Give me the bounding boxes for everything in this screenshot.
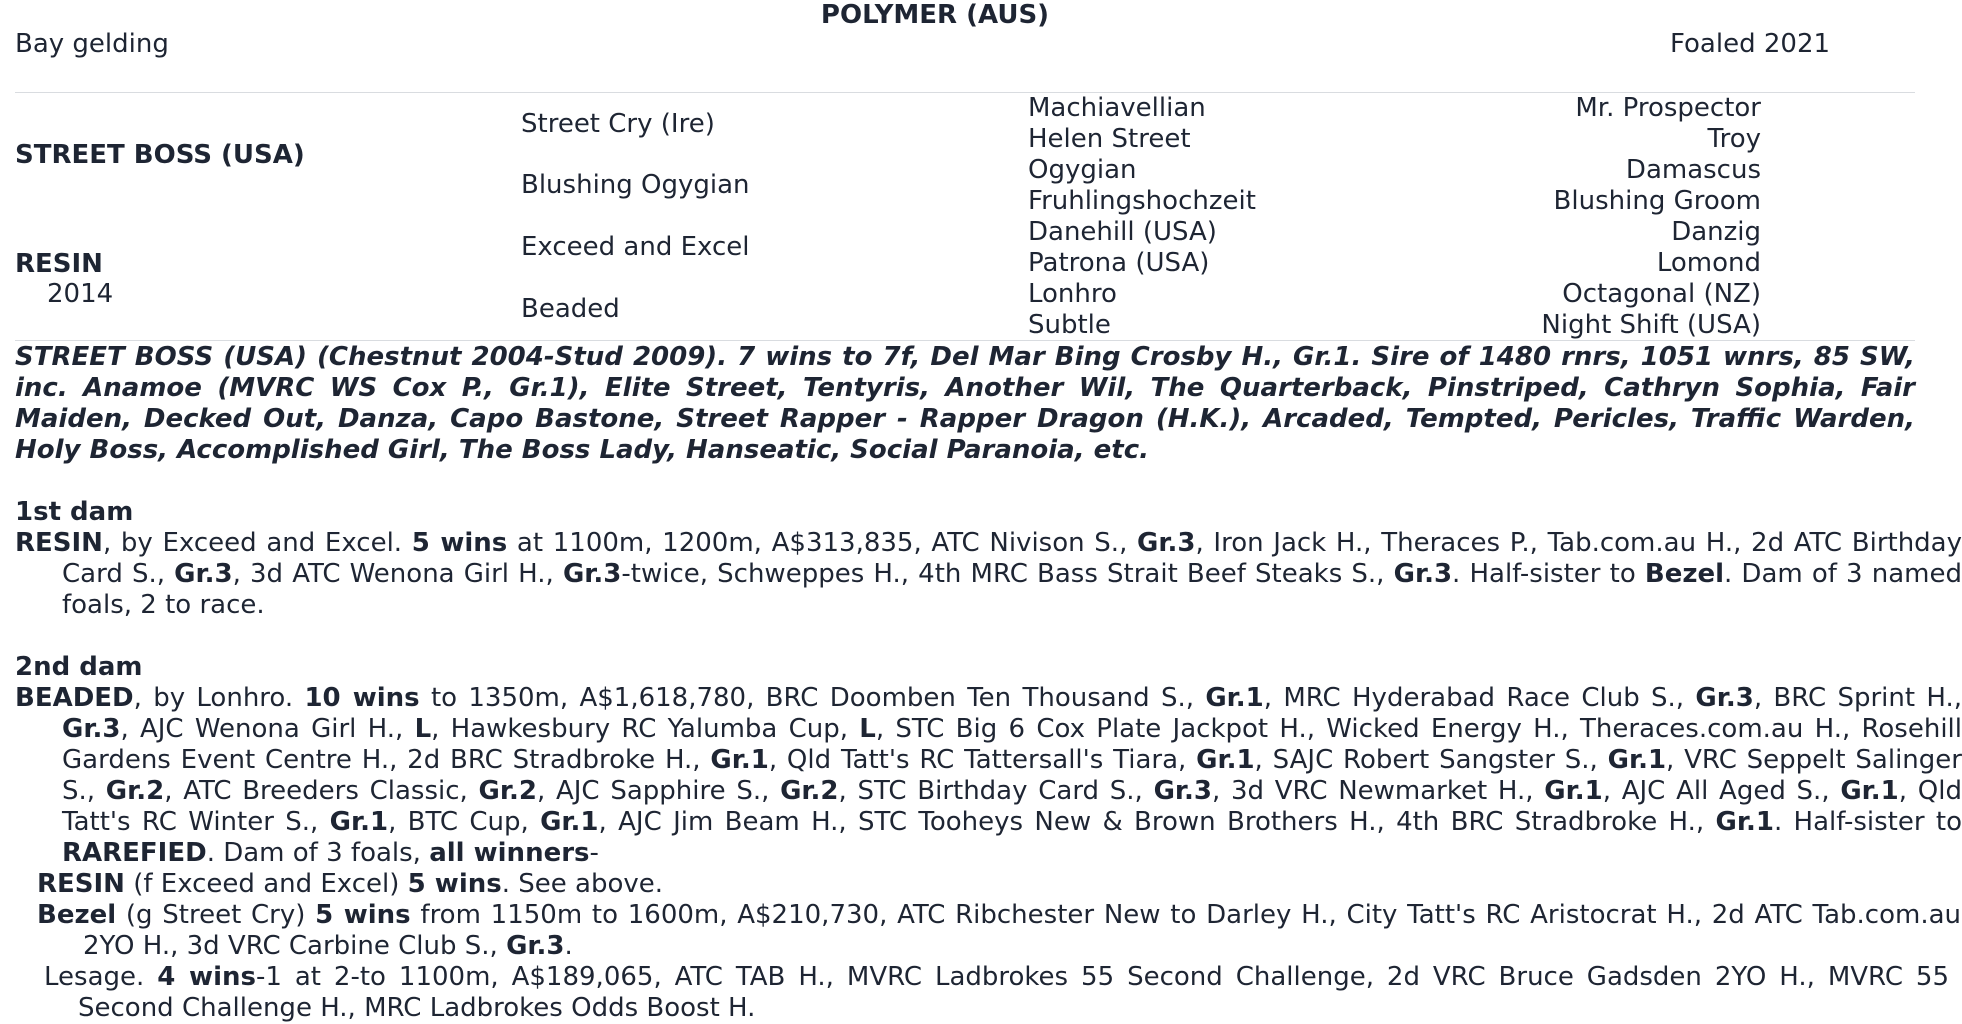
pedigree-gen4-4: Blushing Groom bbox=[1553, 186, 1761, 216]
pedigree-dam-year: 2014 bbox=[47, 279, 114, 309]
pedigree-gen3-3: Ogygian bbox=[1028, 155, 1137, 185]
pedigree-gen4-5: Danzig bbox=[1671, 217, 1761, 247]
sex-color: Bay gelding bbox=[15, 29, 169, 59]
pedigree-gen3-1: Machiavellian bbox=[1028, 93, 1206, 123]
horse-name: POLYMER (AUS) bbox=[820, 0, 1050, 30]
pedigree-gen3-7: Lonhro bbox=[1028, 279, 1117, 309]
pedigree-gen2-sire-sire: Street Cry (Ire) bbox=[521, 109, 715, 139]
first-dam-text: RESIN, by Exceed and Excel. 5 wins at 1100m, 1200m, A$313,835, ATC Nivison S., Gr.3, Iron Jack H., Theraces P., Tab.com.au H., 2d ATC Birthday Card S., Gr.3, 3d ATC Wenona Girl H., Gr.3-twice, Schweppes H., 4th MRC Bass Strait Beef Steaks S., Gr.3. Half-sister to Bezel. Dam of 3 named foals, 2 to race. bbox=[15, 528, 1962, 620]
second-dam-heading: 2nd dam bbox=[15, 652, 143, 682]
pedigree-gen3-2: Helen Street bbox=[1028, 124, 1191, 154]
pedigree-gen2-dam-dam: Beaded bbox=[521, 294, 620, 324]
pedigree-gen4-3: Damascus bbox=[1625, 155, 1761, 185]
progeny-item-resin: RESIN (f Exceed and Excel) 5 wins. See above. bbox=[37, 869, 663, 899]
pedigree-gen4-6: Lomond bbox=[1656, 248, 1761, 278]
pedigree-gen2-dam-sire: Exceed and Excel bbox=[521, 232, 750, 262]
sire-summary: STREET BOSS (USA) (Chestnut 2004-Stud 2009). 7 wins to 7f, Del Mar Bing Crosby H., Gr.1. Sire of 1480 rnrs, 1051 wnrs, 85 SW, inc. Anamoe (MVRC WS Cox P., Gr.1), Elite Street, Tentyris, Another Wil, The Quarterback, Pinstriped, Cathryn Sophia, Fair Maiden, Decked Out, Danza, Capo Bastone, Street Rapper - Rapper Dragon (H.K.), Arcaded, Tempted, Pericles, Traffic Warden, Holy Boss, Accomplished Girl, The Boss Lady, Hanseatic, Social Paranoia, etc. bbox=[15, 342, 1915, 465]
progeny-item-lesage: Lesage. 4 wins-1 at 2-to 1100m, A$189,065, ATC TAB H., MVRC Ladbrokes 55 Second Challenge, 2d VRC Bruce Gadsden 2YO H., MVRC 55 Second Challenge H., MRC Ladbrokes Odds Boost H. bbox=[44, 962, 1950, 1023]
pedigree-divider bbox=[15, 340, 1915, 341]
pedigree-gen3-6: Patrona (USA) bbox=[1028, 248, 1210, 278]
pedigree-gen4-8: Night Shift (USA) bbox=[1541, 310, 1761, 340]
first-dam-heading: 1st dam bbox=[15, 497, 134, 527]
pedigree-gen3-5: Danehill (USA) bbox=[1028, 217, 1217, 247]
pedigree-dam: RESIN bbox=[15, 249, 103, 279]
second-dam-name: BEADED bbox=[15, 683, 134, 713]
pedigree-gen3-4: Fruhlingshochzeit bbox=[1028, 186, 1256, 216]
second-dam-text: BEADED, by Lonhro. 10 wins to 1350m, A$1,618,780, BRC Doomben Ten Thousand S., Gr.1, MRC Hyderabad Race Club S., Gr.3, BRC Sprint H., Gr.3, AJC Wenona Girl H., L, Hawkesbury RC Yalumba Cup, L, STC Big 6 Cox Plate Jackpot H., Wicked Energy H., Theraces.com.au H., Rosehill Gardens Event Centre H., 2d BRC Stradbroke H., Gr.1, Qld Tatt's RC Tattersall's Tiara, Gr.1, SAJC Robert Sangster S., Gr.1, VRC Seppelt Salinger S., Gr.2, ATC Breeders Classic, Gr.2, AJC Sapphire S., Gr.2, STC Birthday Card S., Gr.3, 3d VRC Newmarket H., Gr.1, AJC All Aged S., Gr.1, Qld Tatt's RC Winter S., Gr.1, BTC Cup, Gr.1, AJC Jim Beam H., STC Tooheys New & Brown Brothers H., 4th BRC Stradbroke H., Gr.1. Half-sister to RAREFIED. Dam of 3 foals, all winners- bbox=[15, 683, 1962, 868]
pedigree-gen4-7: Octagonal (NZ) bbox=[1562, 279, 1761, 309]
progeny-item-bezel: Bezel (g Street Cry) 5 wins from 1150m to 1600m, A$210,730, ATC Ribchester New to Darley H., City Tatt's RC Aristocrat H., 2d ATC Tab.com.au 2YO H., 3d VRC Carbine Club S., Gr.3. bbox=[37, 900, 1961, 961]
pedigree-gen4-1: Mr. Prospector bbox=[1575, 93, 1761, 123]
pedigree-gen3-8: Subtle bbox=[1028, 310, 1111, 340]
pedigree-sire: STREET BOSS (USA) bbox=[15, 140, 305, 170]
pedigree-gen4-2: Troy bbox=[1707, 124, 1761, 154]
first-dam-name: RESIN bbox=[15, 528, 103, 558]
foaled-year: Foaled 2021 bbox=[1670, 29, 1831, 59]
pedigree-gen2-sire-dam: Blushing Ogygian bbox=[521, 170, 750, 200]
